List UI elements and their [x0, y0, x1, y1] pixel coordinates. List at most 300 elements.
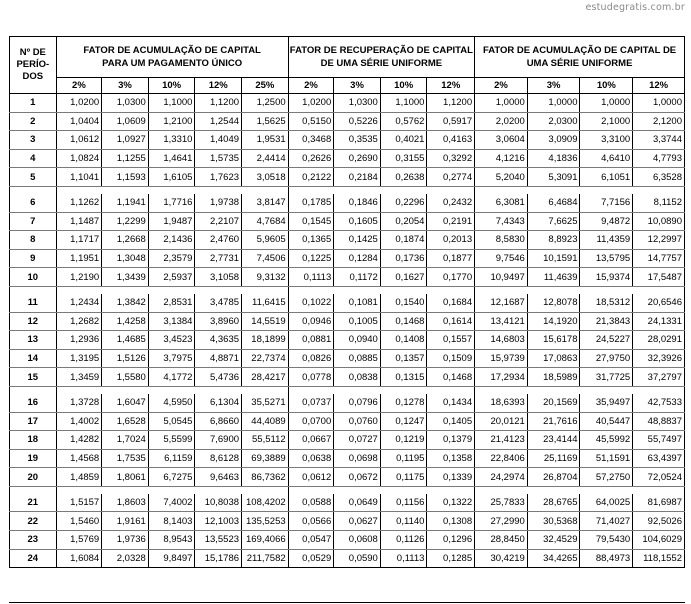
- value-cell: 0,1365: [288, 231, 334, 250]
- table-bottom-border: [9, 602, 685, 603]
- value-cell: 1,0200: [56, 94, 102, 113]
- value-cell: 81,6987: [633, 494, 685, 512]
- value-cell: 1,7535: [102, 449, 149, 468]
- value-cell: 1,2100: [148, 112, 195, 131]
- value-cell: 1,1487: [56, 212, 102, 231]
- value-cell: 1,9736: [102, 531, 149, 550]
- value-cell: 8,9543: [148, 531, 195, 550]
- period-cell: 3: [10, 131, 57, 150]
- value-cell: 25,7833: [475, 494, 528, 512]
- value-cell: 6,7275: [148, 468, 195, 487]
- table-row: [10, 494, 685, 512]
- value-cell: 8,5830: [475, 231, 528, 250]
- value-cell: 40,5447: [580, 412, 633, 431]
- value-cell: 1,2936: [56, 331, 102, 350]
- period-cell: 22: [10, 512, 57, 531]
- value-cell: 0,1405: [427, 412, 475, 431]
- value-cell: 1,4641: [148, 149, 195, 168]
- value-cell: 1,0612: [56, 131, 102, 150]
- value-cell: 0,1874: [380, 231, 427, 250]
- table-row: [10, 168, 685, 187]
- value-cell: 0,1408: [380, 331, 427, 350]
- table-row: [10, 149, 685, 168]
- value-cell: 1,9531: [242, 131, 289, 150]
- period-cell: 23: [10, 531, 57, 550]
- value-cell: 88,4973: [580, 549, 633, 568]
- value-cell: 8,1403: [148, 512, 195, 531]
- value-cell: 24,1331: [633, 312, 685, 331]
- table-row: [10, 531, 685, 550]
- value-cell: 1,1262: [56, 194, 102, 212]
- table-row: [10, 394, 685, 412]
- value-cell: 92,5026: [633, 512, 685, 531]
- value-cell: 2,5937: [148, 268, 195, 287]
- value-cell: 8,6128: [195, 449, 242, 468]
- value-cell: 27,9750: [580, 349, 633, 368]
- value-cell: 18,5989: [527, 368, 580, 387]
- value-cell: 0,0590: [334, 549, 381, 568]
- value-cell: 6,1304: [195, 394, 242, 412]
- value-cell: 12,1687: [475, 294, 528, 312]
- value-cell: 14,1920: [527, 312, 580, 331]
- value-cell: 5,3091: [527, 168, 580, 187]
- value-cell: 4,1216: [475, 149, 528, 168]
- table-row: [10, 231, 685, 250]
- value-cell: 11,4359: [580, 231, 633, 250]
- value-cell: 0,2296: [380, 194, 427, 212]
- value-cell: 1,6084: [56, 549, 102, 568]
- value-cell: 28,8450: [475, 531, 528, 550]
- table-row: [10, 468, 685, 487]
- value-cell: 1,4258: [102, 312, 149, 331]
- value-cell: 0,1379: [427, 431, 475, 450]
- value-cell: 0,1296: [427, 531, 475, 550]
- value-cell: 0,1247: [380, 412, 427, 431]
- value-cell: 0,0826: [288, 349, 334, 368]
- value-cell: 0,0649: [334, 494, 381, 512]
- value-cell: 0,1140: [380, 512, 427, 531]
- value-cell: 3,4785: [195, 294, 242, 312]
- value-cell: 0,0760: [334, 412, 381, 431]
- value-cell: 0,2122: [288, 168, 334, 187]
- value-cell: 48,8837: [633, 412, 685, 431]
- value-cell: 37,2797: [633, 368, 685, 387]
- value-cell: 22,7374: [242, 349, 289, 368]
- table-row: [10, 212, 685, 231]
- value-cell: 23,4144: [527, 431, 580, 450]
- value-cell: 1,1000: [148, 94, 195, 113]
- value-cell: 2,2107: [195, 212, 242, 231]
- table-row: [10, 131, 685, 150]
- value-cell: 2,7731: [195, 249, 242, 268]
- rate-header-group1: 12%: [195, 78, 242, 94]
- value-cell: 1,4049: [195, 131, 242, 150]
- table-row: [10, 449, 685, 468]
- value-cell: 34,4265: [527, 549, 580, 568]
- value-cell: 17,0863: [527, 349, 580, 368]
- value-cell: 0,0698: [334, 449, 381, 468]
- value-cell: 5,2040: [475, 168, 528, 187]
- value-cell: 0,1358: [427, 449, 475, 468]
- value-cell: 69,3889: [242, 449, 289, 468]
- period-cell: 18: [10, 431, 57, 450]
- value-cell: 4,8871: [195, 349, 242, 368]
- value-cell: 71,4027: [580, 512, 633, 531]
- period-cell: 9: [10, 249, 57, 268]
- value-cell: 4,7684: [242, 212, 289, 231]
- value-cell: 9,4872: [580, 212, 633, 231]
- value-cell: 0,1126: [380, 531, 427, 550]
- value-cell: 2,3579: [148, 249, 195, 268]
- value-cell: 0,0940: [334, 331, 381, 350]
- value-cell: 0,5226: [334, 112, 381, 131]
- value-cell: 0,2013: [427, 231, 475, 250]
- value-cell: 0,1627: [380, 268, 427, 287]
- value-cell: 0,4163: [427, 131, 475, 150]
- period-cell: 19: [10, 449, 57, 468]
- value-cell: 6,3528: [633, 168, 685, 187]
- rate-header-group3: 10%: [580, 78, 633, 94]
- value-cell: 1,9161: [102, 512, 149, 531]
- value-cell: 0,1315: [380, 368, 427, 387]
- value-cell: 0,4021: [380, 131, 427, 150]
- value-cell: 0,0638: [288, 449, 334, 468]
- value-cell: 7,6900: [195, 431, 242, 450]
- table-body: [10, 94, 685, 568]
- value-cell: 1,4282: [56, 431, 102, 450]
- value-cell: 2,0300: [527, 112, 580, 131]
- value-cell: 7,6625: [527, 212, 580, 231]
- value-cell: 0,2690: [334, 149, 381, 168]
- value-cell: 31,7725: [580, 368, 633, 387]
- value-cell: 79,5430: [580, 531, 633, 550]
- value-cell: 1,4685: [102, 331, 149, 350]
- value-cell: 0,1468: [427, 368, 475, 387]
- spacer-row: [10, 486, 685, 494]
- value-cell: 2,1436: [148, 231, 195, 250]
- spacer-row: [10, 386, 685, 394]
- value-cell: 1,0000: [580, 94, 633, 113]
- value-cell: 11,6415: [242, 294, 289, 312]
- value-cell: 0,2191: [427, 212, 475, 231]
- value-cell: 0,0881: [288, 331, 334, 350]
- period-cell: 7: [10, 212, 57, 231]
- value-cell: 5,0545: [148, 412, 195, 431]
- value-cell: 0,3155: [380, 149, 427, 168]
- value-cell: 0,0612: [288, 468, 334, 487]
- value-cell: 0,0608: [334, 531, 381, 550]
- period-cell: 20: [10, 468, 57, 487]
- value-cell: 3,0518: [242, 168, 289, 187]
- value-cell: 1,2544: [195, 112, 242, 131]
- value-cell: 0,1219: [380, 431, 427, 450]
- value-cell: 1,7623: [195, 168, 242, 187]
- value-cell: 0,1113: [288, 268, 334, 287]
- value-cell: 30,4219: [475, 549, 528, 568]
- value-cell: 0,1877: [427, 249, 475, 268]
- value-cell: 9,6463: [195, 468, 242, 487]
- value-cell: 0,1509: [427, 349, 475, 368]
- value-cell: 0,1195: [380, 449, 427, 468]
- value-cell: 18,5312: [580, 294, 633, 312]
- value-cell: 0,3535: [334, 131, 381, 150]
- value-cell: 21,3843: [580, 312, 633, 331]
- value-cell: 12,8078: [527, 294, 580, 312]
- value-cell: 1,3310: [148, 131, 195, 150]
- value-cell: 1,1941: [102, 194, 149, 212]
- value-cell: 1,4002: [56, 412, 102, 431]
- value-cell: 28,0291: [633, 331, 685, 350]
- value-cell: 0,1785: [288, 194, 334, 212]
- value-cell: 55,5112: [242, 431, 289, 450]
- value-cell: 4,6410: [580, 149, 633, 168]
- value-cell: 0,0627: [334, 512, 381, 531]
- rate-header-group3: 12%: [633, 78, 685, 94]
- value-cell: 0,1113: [380, 549, 427, 568]
- value-cell: 0,1156: [380, 494, 427, 512]
- value-cell: 169,4066: [242, 531, 289, 550]
- period-cell: 16: [10, 394, 57, 412]
- value-cell: 1,1717: [56, 231, 102, 250]
- rate-header-group1: 2%: [56, 78, 102, 94]
- value-cell: 0,1225: [288, 249, 334, 268]
- table-row: [10, 431, 685, 450]
- value-cell: 0,2626: [288, 149, 334, 168]
- value-cell: 6,1051: [580, 168, 633, 187]
- periods-header: Nº DE PERÍO- DOS: [10, 37, 57, 94]
- value-cell: 118,1552: [633, 549, 685, 568]
- value-cell: 1,1951: [56, 249, 102, 268]
- value-cell: 10,8038: [195, 494, 242, 512]
- value-cell: 1,0927: [102, 131, 149, 150]
- table-row: [10, 412, 685, 431]
- value-cell: 4,1772: [148, 368, 195, 387]
- value-cell: 1,0000: [475, 94, 528, 113]
- value-cell: 11,4639: [527, 268, 580, 287]
- table-row: [10, 549, 685, 568]
- value-cell: 1,2299: [102, 212, 149, 231]
- value-cell: 14,5519: [242, 312, 289, 331]
- value-cell: 7,4343: [475, 212, 528, 231]
- period-cell: 2: [10, 112, 57, 131]
- value-cell: 0,2638: [380, 168, 427, 187]
- value-cell: 3,1384: [148, 312, 195, 331]
- value-cell: 3,1058: [195, 268, 242, 287]
- value-cell: 26,8704: [527, 468, 580, 487]
- value-cell: 1,5735: [195, 149, 242, 168]
- value-cell: 6,3081: [475, 194, 528, 212]
- value-cell: 0,1736: [380, 249, 427, 268]
- value-cell: 28,4217: [242, 368, 289, 387]
- value-cell: 15,9374: [580, 268, 633, 287]
- value-cell: 1,0300: [102, 94, 149, 113]
- rate-header-group2: 2%: [288, 78, 334, 94]
- value-cell: 3,0604: [475, 131, 528, 150]
- value-cell: 15,9739: [475, 349, 528, 368]
- value-cell: 1,8061: [102, 468, 149, 487]
- value-cell: 2,0328: [102, 549, 149, 568]
- value-cell: 18,1899: [242, 331, 289, 350]
- value-cell: 1,5769: [56, 531, 102, 550]
- value-cell: 1,5580: [102, 368, 149, 387]
- spacer-row: [10, 286, 685, 294]
- rate-header-group1: 25%: [242, 78, 289, 94]
- value-cell: 7,4002: [148, 494, 195, 512]
- value-cell: 1,7716: [148, 194, 195, 212]
- value-cell: 0,1846: [334, 194, 381, 212]
- value-cell: 1,7024: [102, 431, 149, 450]
- value-cell: 63,4397: [633, 449, 685, 468]
- value-cell: 8,8923: [527, 231, 580, 250]
- value-cell: 1,9738: [195, 194, 242, 212]
- value-cell: 1,6047: [102, 394, 149, 412]
- value-cell: 6,8660: [195, 412, 242, 431]
- table-row: [10, 312, 685, 331]
- value-cell: 55,7497: [633, 431, 685, 450]
- table-row: [10, 349, 685, 368]
- value-cell: 7,7156: [580, 194, 633, 212]
- value-cell: 5,9605: [242, 231, 289, 250]
- value-cell: 0,1285: [427, 549, 475, 568]
- value-cell: 10,0890: [633, 212, 685, 231]
- rate-header-group1: 3%: [102, 78, 149, 94]
- value-cell: 18,6393: [475, 394, 528, 412]
- value-cell: 1,6105: [148, 168, 195, 187]
- value-cell: 1,0300: [334, 94, 381, 113]
- value-cell: 0,2432: [427, 194, 475, 212]
- value-cell: 1,0000: [633, 94, 685, 113]
- value-cell: 0,0667: [288, 431, 334, 450]
- period-cell: 5: [10, 168, 57, 187]
- value-cell: 4,1836: [527, 149, 580, 168]
- table-row: [10, 368, 685, 387]
- value-cell: 1,3195: [56, 349, 102, 368]
- value-cell: 2,4760: [195, 231, 242, 250]
- value-cell: 1,9487: [148, 212, 195, 231]
- value-cell: 27,2990: [475, 512, 528, 531]
- value-cell: 104,6029: [633, 531, 685, 550]
- value-cell: 3,4523: [148, 331, 195, 350]
- value-cell: 0,1278: [380, 394, 427, 412]
- value-cell: 0,1022: [288, 294, 334, 312]
- value-cell: 0,0885: [334, 349, 381, 368]
- value-cell: 32,4529: [527, 531, 580, 550]
- value-cell: 1,0404: [56, 112, 102, 131]
- period-cell: 12: [10, 312, 57, 331]
- table-row: [10, 112, 685, 131]
- period-cell: 6: [10, 194, 57, 212]
- rate-header-group3: 3%: [527, 78, 580, 94]
- period-cell: 15: [10, 368, 57, 387]
- value-cell: 1,8603: [102, 494, 149, 512]
- value-cell: 1,3842: [102, 294, 149, 312]
- period-cell: 10: [10, 268, 57, 287]
- value-cell: 0,3292: [427, 149, 475, 168]
- value-cell: 0,5150: [288, 112, 334, 131]
- value-cell: 1,0824: [56, 149, 102, 168]
- value-cell: 211,7582: [242, 549, 289, 568]
- value-cell: 1,2682: [56, 312, 102, 331]
- value-cell: 24,5227: [580, 331, 633, 350]
- value-cell: 24,2974: [475, 468, 528, 487]
- value-cell: 0,1284: [334, 249, 381, 268]
- value-cell: 0,1770: [427, 268, 475, 287]
- value-cell: 1,1593: [102, 168, 149, 187]
- rate-header-group3: 2%: [475, 78, 528, 94]
- value-cell: 72,0524: [633, 468, 685, 487]
- value-cell: 20,6546: [633, 294, 685, 312]
- value-cell: 86,7362: [242, 468, 289, 487]
- value-cell: 22,8406: [475, 449, 528, 468]
- value-cell: 1,0000: [527, 94, 580, 113]
- period-cell: 14: [10, 349, 57, 368]
- group1-header: FATOR DE ACUMULAÇÃO DE CAPITAL PARA UM PAGAMENTO ÚNICO: [56, 37, 288, 78]
- value-cell: 0,1614: [427, 312, 475, 331]
- value-cell: 2,1000: [580, 112, 633, 131]
- table-row: [10, 512, 685, 531]
- value-cell: 0,2774: [427, 168, 475, 187]
- value-cell: 0,0588: [288, 494, 334, 512]
- value-cell: 1,0609: [102, 112, 149, 131]
- period-cell: 1: [10, 94, 57, 113]
- value-cell: 1,3048: [102, 249, 149, 268]
- value-cell: 0,0672: [334, 468, 381, 487]
- value-cell: 0,1172: [334, 268, 381, 287]
- value-cell: 13,5795: [580, 249, 633, 268]
- table-row: [10, 268, 685, 287]
- value-cell: 1,5126: [102, 349, 149, 368]
- value-cell: 0,1322: [427, 494, 475, 512]
- value-cell: 0,1308: [427, 512, 475, 531]
- value-cell: 3,8147: [242, 194, 289, 212]
- value-cell: 1,6528: [102, 412, 149, 431]
- value-cell: 1,1255: [102, 149, 149, 168]
- value-cell: 0,1357: [380, 349, 427, 368]
- value-cell: 9,3132: [242, 268, 289, 287]
- value-cell: 1,5460: [56, 512, 102, 531]
- value-cell: 51,1591: [580, 449, 633, 468]
- period-cell: 21: [10, 494, 57, 512]
- value-cell: 0,0737: [288, 394, 334, 412]
- rate-header-group2: 12%: [427, 78, 475, 94]
- period-cell: 17: [10, 412, 57, 431]
- value-cell: 3,0909: [527, 131, 580, 150]
- value-cell: 57,2750: [580, 468, 633, 487]
- value-cell: 0,0796: [334, 394, 381, 412]
- value-cell: 0,1545: [288, 212, 334, 231]
- table-row: [10, 249, 685, 268]
- value-cell: 35,9497: [580, 394, 633, 412]
- value-cell: 0,1339: [427, 468, 475, 487]
- value-cell: 17,5487: [633, 268, 685, 287]
- value-cell: 0,1175: [380, 468, 427, 487]
- table-row: [10, 294, 685, 312]
- value-cell: 12,1003: [195, 512, 242, 531]
- rate-header-row: [10, 78, 685, 94]
- value-cell: 45,5992: [580, 431, 633, 450]
- value-cell: 1,2190: [56, 268, 102, 287]
- period-cell: 11: [10, 294, 57, 312]
- rate-header-group2: 10%: [380, 78, 427, 94]
- value-cell: 0,0838: [334, 368, 381, 387]
- period-cell: 13: [10, 331, 57, 350]
- value-cell: 0,0727: [334, 431, 381, 450]
- value-cell: 9,8497: [148, 549, 195, 568]
- value-cell: 12,2997: [633, 231, 685, 250]
- value-cell: 5,5599: [148, 431, 195, 450]
- value-cell: 1,2434: [56, 294, 102, 312]
- financial-factors-table: [9, 36, 685, 568]
